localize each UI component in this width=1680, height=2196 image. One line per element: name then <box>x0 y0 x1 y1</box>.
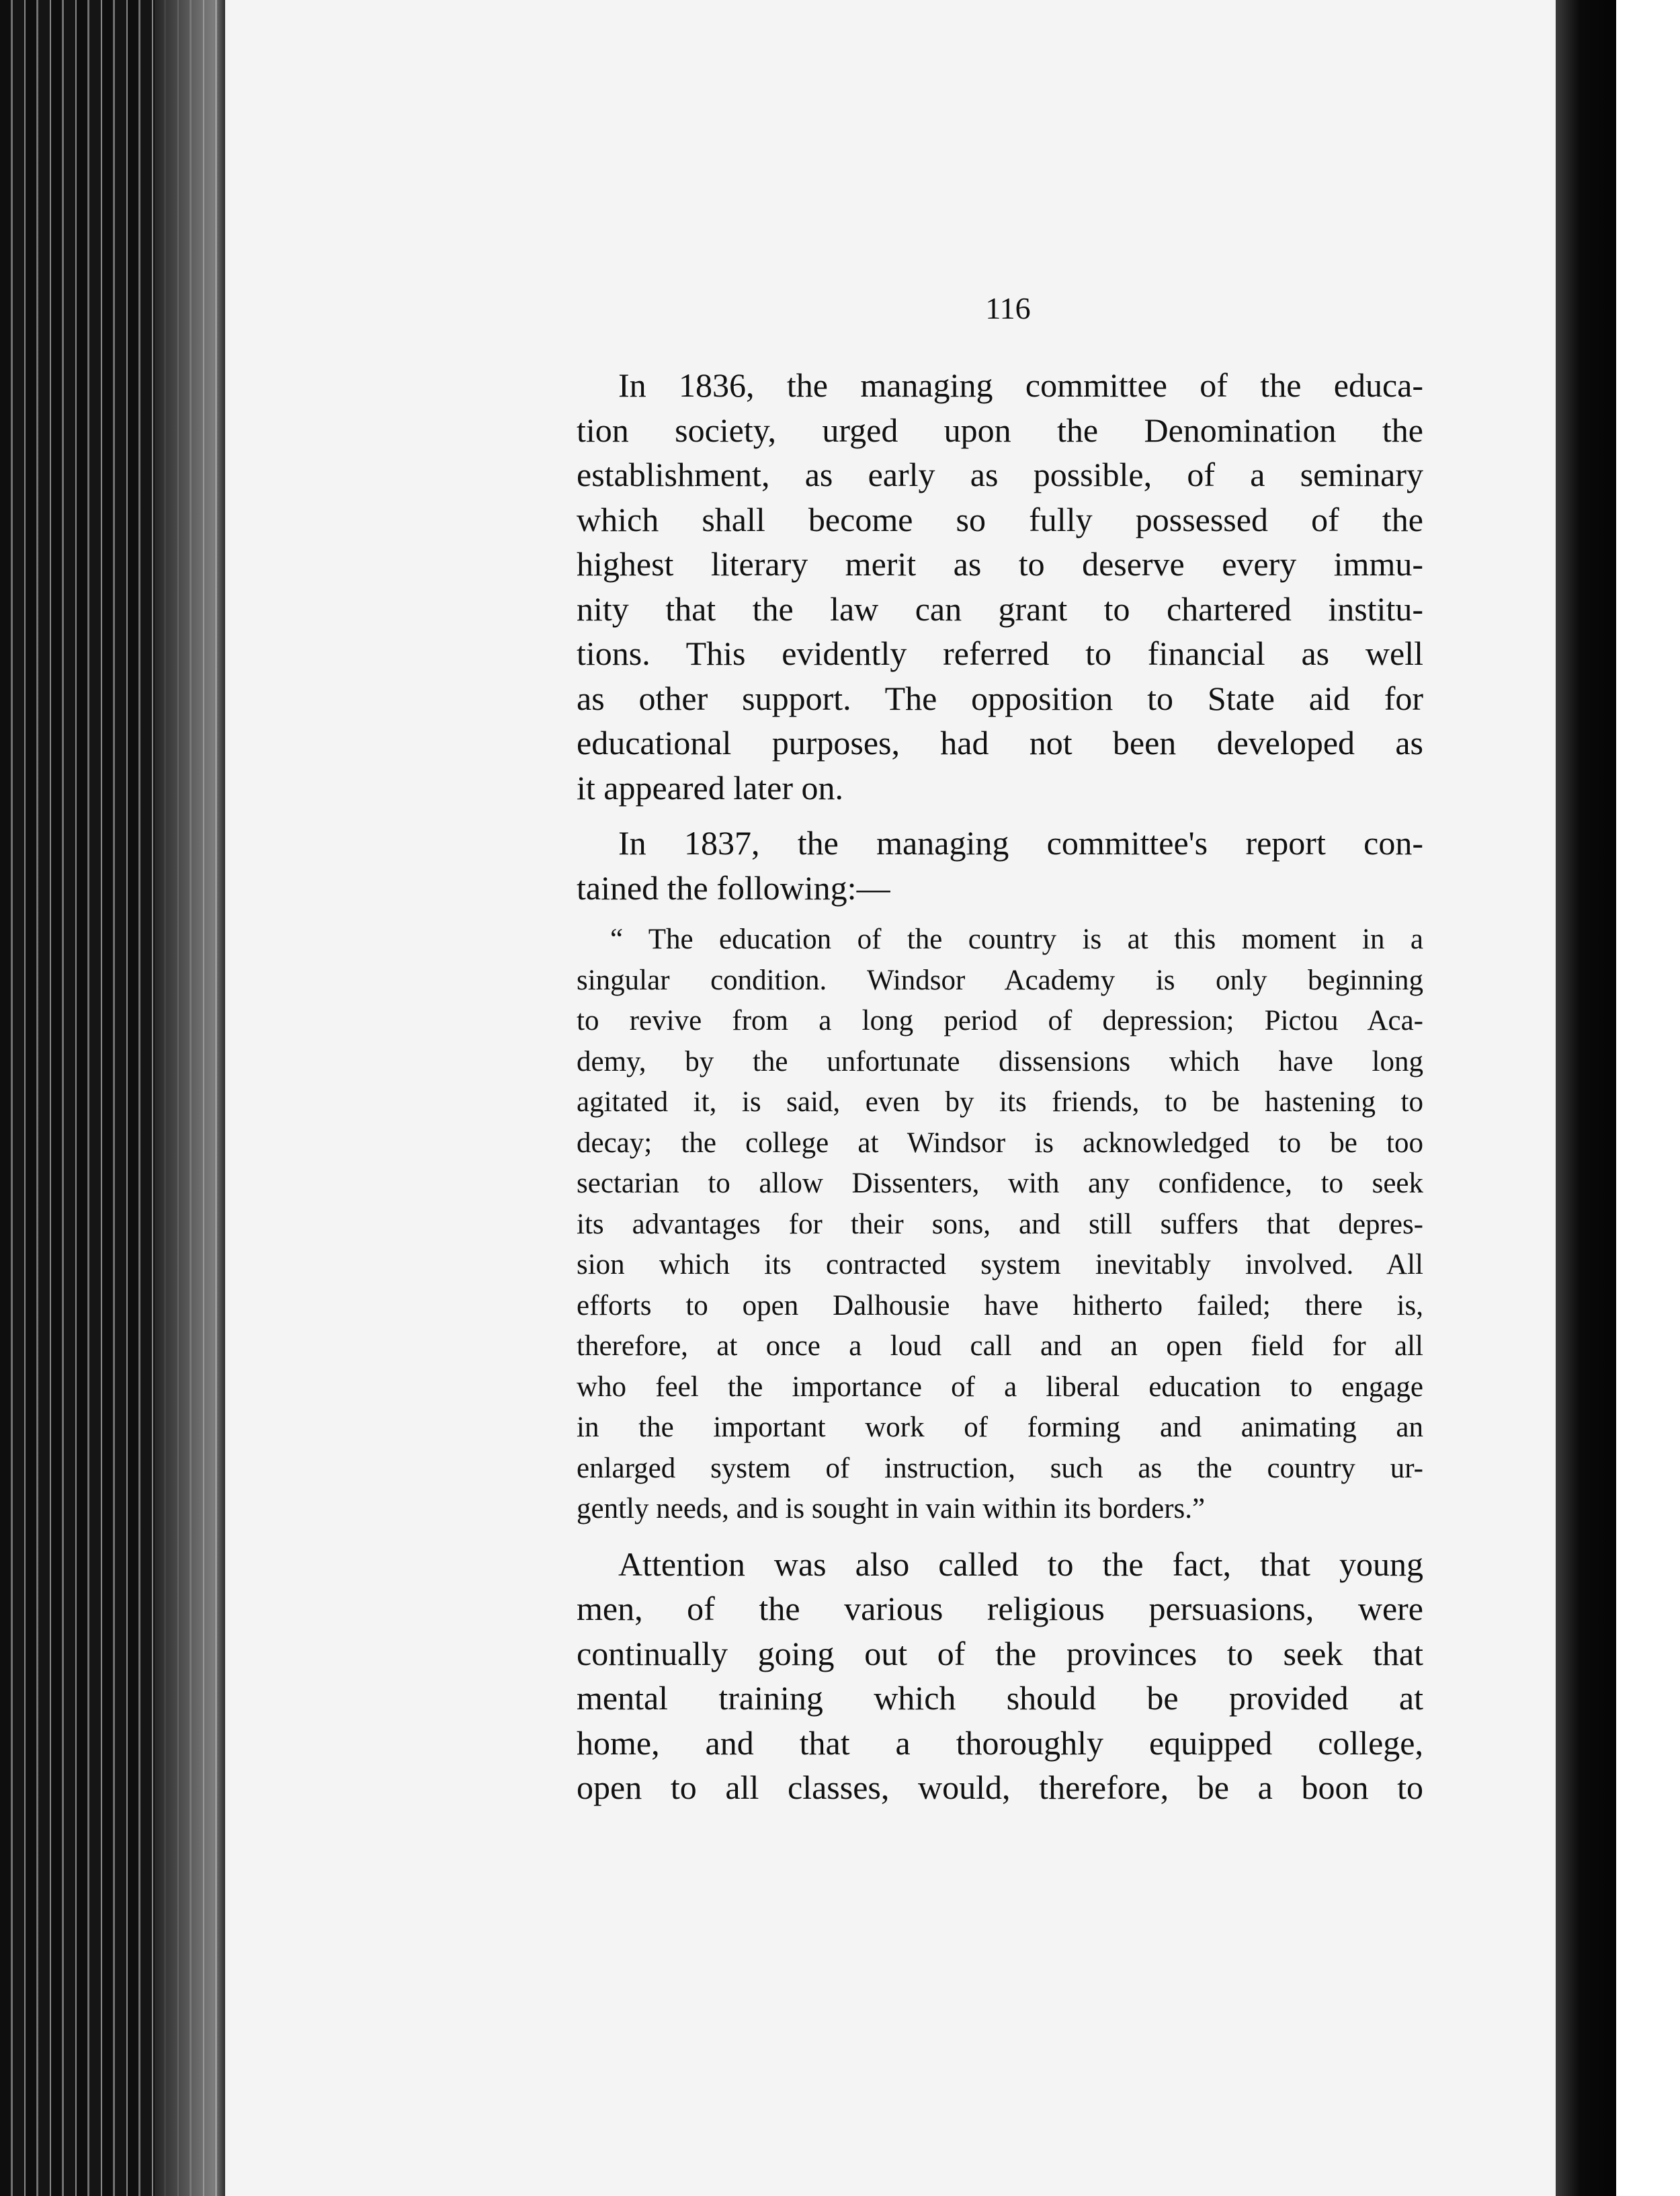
text-line: mental training which should be provided at <box>577 1679 1423 1717</box>
text-line: educational purposes, had not been developed as <box>577 724 1423 762</box>
quote-line: sectarian to allow Dissenters, with any confidence, to seek <box>577 1168 1423 1199</box>
quote-line: who feel the importance of a liberal education to engage <box>577 1371 1423 1403</box>
text-line: continually going out of the provinces to seek that <box>577 1634 1423 1672</box>
quote-line: enlarged system of instruction, such as the country ur- <box>577 1452 1423 1484</box>
text-line: home, and that a thoroughly equipped college, <box>577 1723 1423 1762</box>
quote-line: “ The education of the country is at this moment in a <box>610 924 1423 955</box>
text-line: establishment, as early as possible, of a seminary <box>577 456 1423 493</box>
quote-line: agitated it, is said, even by its friends, to be hastening to <box>577 1086 1423 1118</box>
text-line: men, of the various religious persuasions, were <box>577 1590 1423 1627</box>
text-line: tained the following:— <box>577 868 890 907</box>
text-line: nity that the law can grant to chartered institu- <box>577 589 1423 628</box>
book-binding-edge <box>1556 0 1616 2196</box>
quote-line: gently needs, and is sought in vain within its borders.” <box>577 1493 1206 1524</box>
quote-line: singular condition. Windsor Academy is only beginning <box>577 964 1423 996</box>
paragraph-gap <box>577 810 1423 821</box>
page-number: 116 <box>985 291 1031 325</box>
page-edges-shadow <box>155 0 228 2196</box>
quote-line: therefore, at once a loud call and an open field for all <box>577 1330 1423 1362</box>
text-line: open to all classes, would, therefore, be a boon to <box>577 1768 1423 1806</box>
text-line: tions. This evidently referred to financial as well <box>577 635 1423 672</box>
text-line: Attention was also called to the fact, that young <box>618 1545 1423 1583</box>
quote-line: demy, by the unfortunate dissensions which have long <box>577 1045 1423 1077</box>
page-text <box>577 363 1423 1810</box>
text-line: highest literary merit as to deserve every immu- <box>577 545 1423 583</box>
paragraph-1837 <box>577 821 1423 910</box>
quote-line: to revive from a long period of depression; Pictou Aca- <box>577 1005 1423 1036</box>
quote-line: in the important work of forming and animating an <box>577 1412 1423 1443</box>
quote-line: sion which its contracted system inevitably involved. All <box>577 1249 1423 1280</box>
text-line: tion society, urged upon the Denomination the <box>577 411 1423 449</box>
quote-line: decay; the college at Windsor is acknowledged to be too <box>577 1127 1423 1159</box>
text-line: In 1837, the managing committee's report con- <box>618 824 1423 862</box>
quote-line: its advantages for their sons, and still suffers that depres- <box>577 1208 1423 1240</box>
text-line: In 1836, the managing committee of the educa- <box>618 366 1423 404</box>
block-quote <box>577 920 1423 1530</box>
text-line: which shall become so fully possessed of the <box>577 500 1423 538</box>
paragraph-attention <box>577 1542 1423 1810</box>
text-line: it appeared later on. <box>577 768 844 807</box>
text-line: as other support. The opposition to State aid for <box>577 679 1423 717</box>
scan-margin <box>1616 0 1680 2196</box>
quote-line: efforts to open Dalhousie have hitherto failed; there is, <box>577 1289 1423 1321</box>
paragraph-1836 <box>577 363 1423 810</box>
